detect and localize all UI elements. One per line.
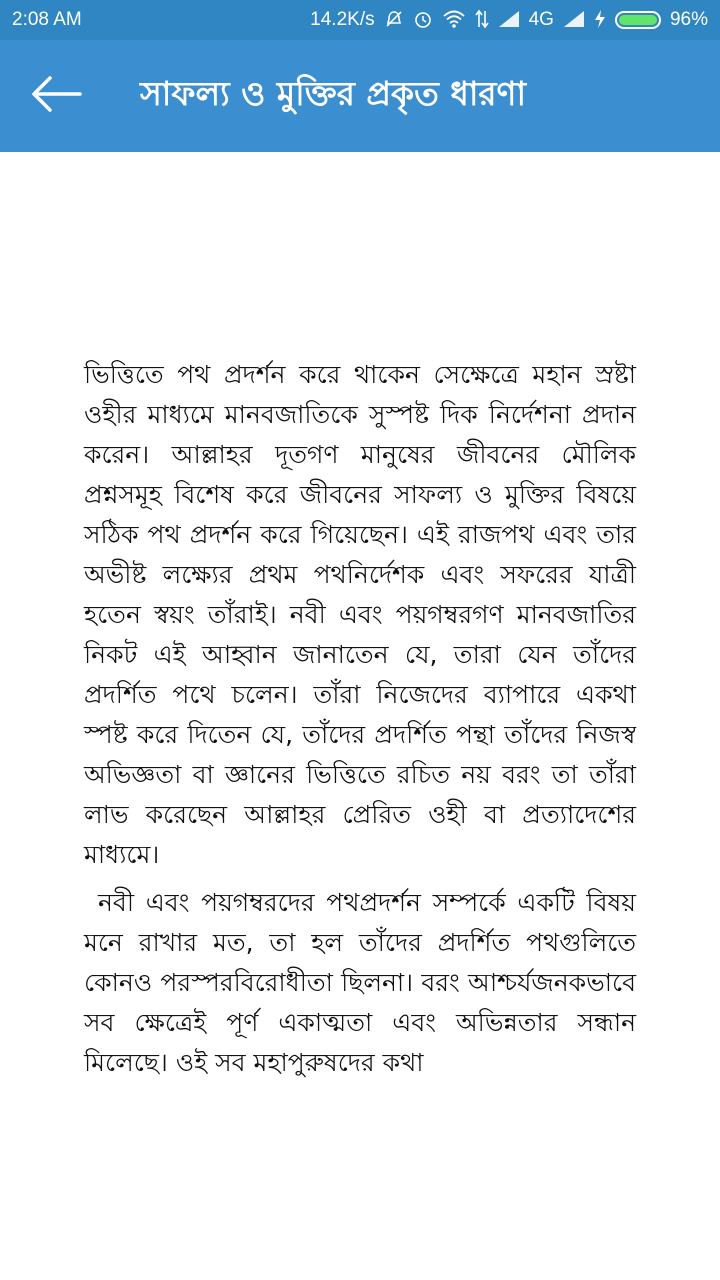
network-type: 4G [528, 9, 554, 30]
status-icons [310, 9, 708, 32]
article-content [84, 355, 636, 1083]
status-time: 2:08 AM [12, 9, 82, 30]
battery-percent: 96% [669, 9, 708, 30]
page-title: সাফল্য ও মুক্তির প্রকৃত ধারণা [140, 74, 527, 113]
signal-icon-2 [563, 10, 585, 31]
status-bar [0, 0, 720, 40]
battery-icon [615, 11, 661, 29]
back-button[interactable] [0, 40, 112, 152]
signal-icon [498, 10, 520, 31]
data-arrows-icon [475, 9, 489, 32]
net-speed: 14.2K/s [310, 9, 375, 30]
app-bar [0, 40, 720, 152]
arrow-left-icon [30, 74, 82, 118]
mute-icon [384, 9, 404, 32]
alarm-icon [413, 9, 433, 32]
article-paragraph-2: নবী এবং পয়গম্বরদের পথপ্রদর্শন সম্পর্কে একটি বিষয় মনে রাখার মত, তা হল তাঁদের প্রদর্শিত পথগুলিতে কোনও পরস্পরবিরোধীতা ছিলনা। বরং আশ্চর্যজনকভাবে সব ক্ষেত্রেই পূর্ণ একাত্মতা এবং অভিন্নতার সন্ধান মিলেছে। ওই সব মহাপুরুষদের কথা [84, 888, 636, 1077]
charging-icon [594, 9, 606, 32]
wifi-icon [442, 9, 466, 32]
article-paragraph-1: ভিত্তিতে পথ প্রদর্শন করে থাকেন সেক্ষেত্রে মহান স্রষ্টা ওহীর মাধ্যমে মানবজাতিকে সুস্পষ্ট দিক নির্দেশনা প্রদান করেন। আল্লাহর দূতগণ মানুষের জীবনের মৌলিক প্রশ্নসমূহ বিশেষ করে জীবনের সাফল্য ও মুক্তির বিষয়ে সঠিক পথ প্রদর্শন করে গিয়েছেন। এই রাজপথ এবং তার অভীষ্ট লক্ষ্যের প্রথম পথনির্দেশক এবং সফরের যাত্রী হতেন স্বয়ং তাঁরাই। নবী এবং পয়গম্বরগণ মানবজাতির নিকট এই আহ্বান জানাতেন যে, তারা যেন তাঁদের প্রদর্শিত পথে চলেন। তাঁরা নিজেদের ব্যাপারে একথা স্পষ্ট করে দিতেন যে, তাঁদের প্রদর্শিত পন্থা তাঁদের নিজস্ব অভিজ্ঞতা বা জ্ঞানের ভিত্তিতে রচিত নয় বরং তা তাঁরা লাভ করেছেন আল্লাহর প্রেরিত ওহী বা প্রত্যাদেশের মাধ্যমে। [84, 360, 636, 869]
